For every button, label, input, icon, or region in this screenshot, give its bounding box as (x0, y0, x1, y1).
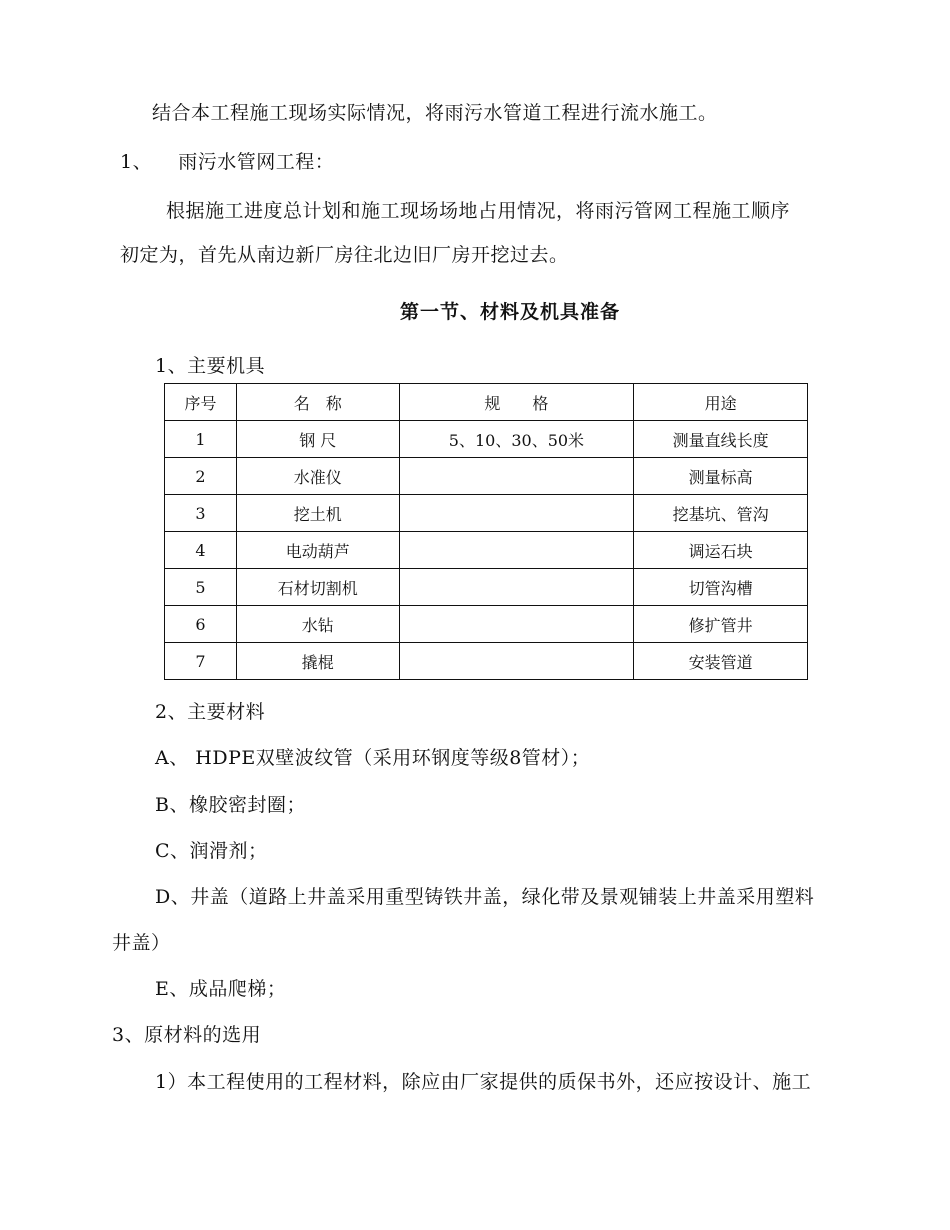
column-header-use: 用途 (634, 384, 808, 421)
cell-no: 3 (165, 495, 237, 532)
cell-name: 水钻 (236, 606, 399, 643)
raw-materials-paragraph: 1）本工程使用的工程材料，除应由厂家提供的质保书外，还应按设计、施工 (155, 1071, 812, 1093)
table-row (165, 606, 808, 643)
material-item-d-line2: 井盖） (112, 932, 171, 954)
cell-no: 1 (165, 421, 237, 458)
cell-use: 切管沟槽 (634, 569, 808, 606)
cell-spec (399, 569, 634, 606)
tools-table (164, 383, 808, 680)
cell-no: 7 (165, 643, 237, 680)
section-title: 第一节、材料及机具准备 (400, 301, 621, 323)
cell-spec (399, 495, 634, 532)
paragraph-sequence-line1: 根据施工进度总计划和施工现场场地占用情况，将雨污管网工程施工顺序 (166, 200, 791, 222)
table-row (165, 421, 808, 458)
cell-use: 修扩管井 (634, 606, 808, 643)
material-item-a: A、 HDPE双壁波纹管（采用环钢度等级8管材）； (155, 747, 591, 769)
cell-use: 测量直线长度 (634, 421, 808, 458)
column-header-no: 序号 (165, 384, 237, 421)
cell-name: 钢 尺 (236, 421, 399, 458)
table-row (165, 458, 808, 495)
table-row (165, 495, 808, 532)
material-item-d-line1: D、井盖（道路上井盖采用重型铸铁井盖，绿化带及景观铺装上井盖采用塑料 (155, 886, 815, 908)
item-sewer-network: 1、 雨污水管网工程： (120, 151, 335, 173)
materials-heading: 2、主要材料 (155, 701, 266, 723)
cell-name: 挖土机 (236, 495, 399, 532)
cell-name: 水准仪 (236, 458, 399, 495)
paragraph-sequence-line2: 初定为，首先从南边新厂房往北边旧厂房开挖过去。 (120, 244, 569, 266)
cell-no: 6 (165, 606, 237, 643)
cell-name: 撬棍 (236, 643, 399, 680)
cell-no: 2 (165, 458, 237, 495)
cell-name: 石材切割机 (236, 569, 399, 606)
cell-spec (399, 458, 634, 495)
cell-spec (399, 532, 634, 569)
paragraph-intro: 结合本工程施工现场实际情况，将雨污水管道工程进行流水施工。 (152, 102, 718, 124)
column-header-name: 名 称 (236, 384, 399, 421)
cell-no: 4 (165, 532, 237, 569)
table-header-row (165, 384, 808, 421)
cell-spec (399, 643, 634, 680)
material-item-b: B、橡胶密封圈； (155, 794, 306, 816)
raw-materials-heading: 3、原材料的选用 (112, 1024, 262, 1046)
cell-use: 挖基坑、管沟 (634, 495, 808, 532)
table-row (165, 643, 808, 680)
cell-name: 电动葫芦 (236, 532, 399, 569)
table-row (165, 569, 808, 606)
cell-use: 测量标高 (634, 458, 808, 495)
tools-heading: 1、主要机具 (155, 355, 266, 377)
material-item-e: E、成品爬梯； (155, 978, 287, 1000)
cell-no: 5 (165, 569, 237, 606)
material-item-c: C、润滑剂； (155, 840, 268, 862)
table-row (165, 532, 808, 569)
column-header-spec: 规 格 (399, 384, 634, 421)
cell-use: 安装管道 (634, 643, 808, 680)
cell-spec: 5、10、30、50米 (399, 421, 634, 458)
cell-spec (399, 606, 634, 643)
cell-use: 调运石块 (634, 532, 808, 569)
